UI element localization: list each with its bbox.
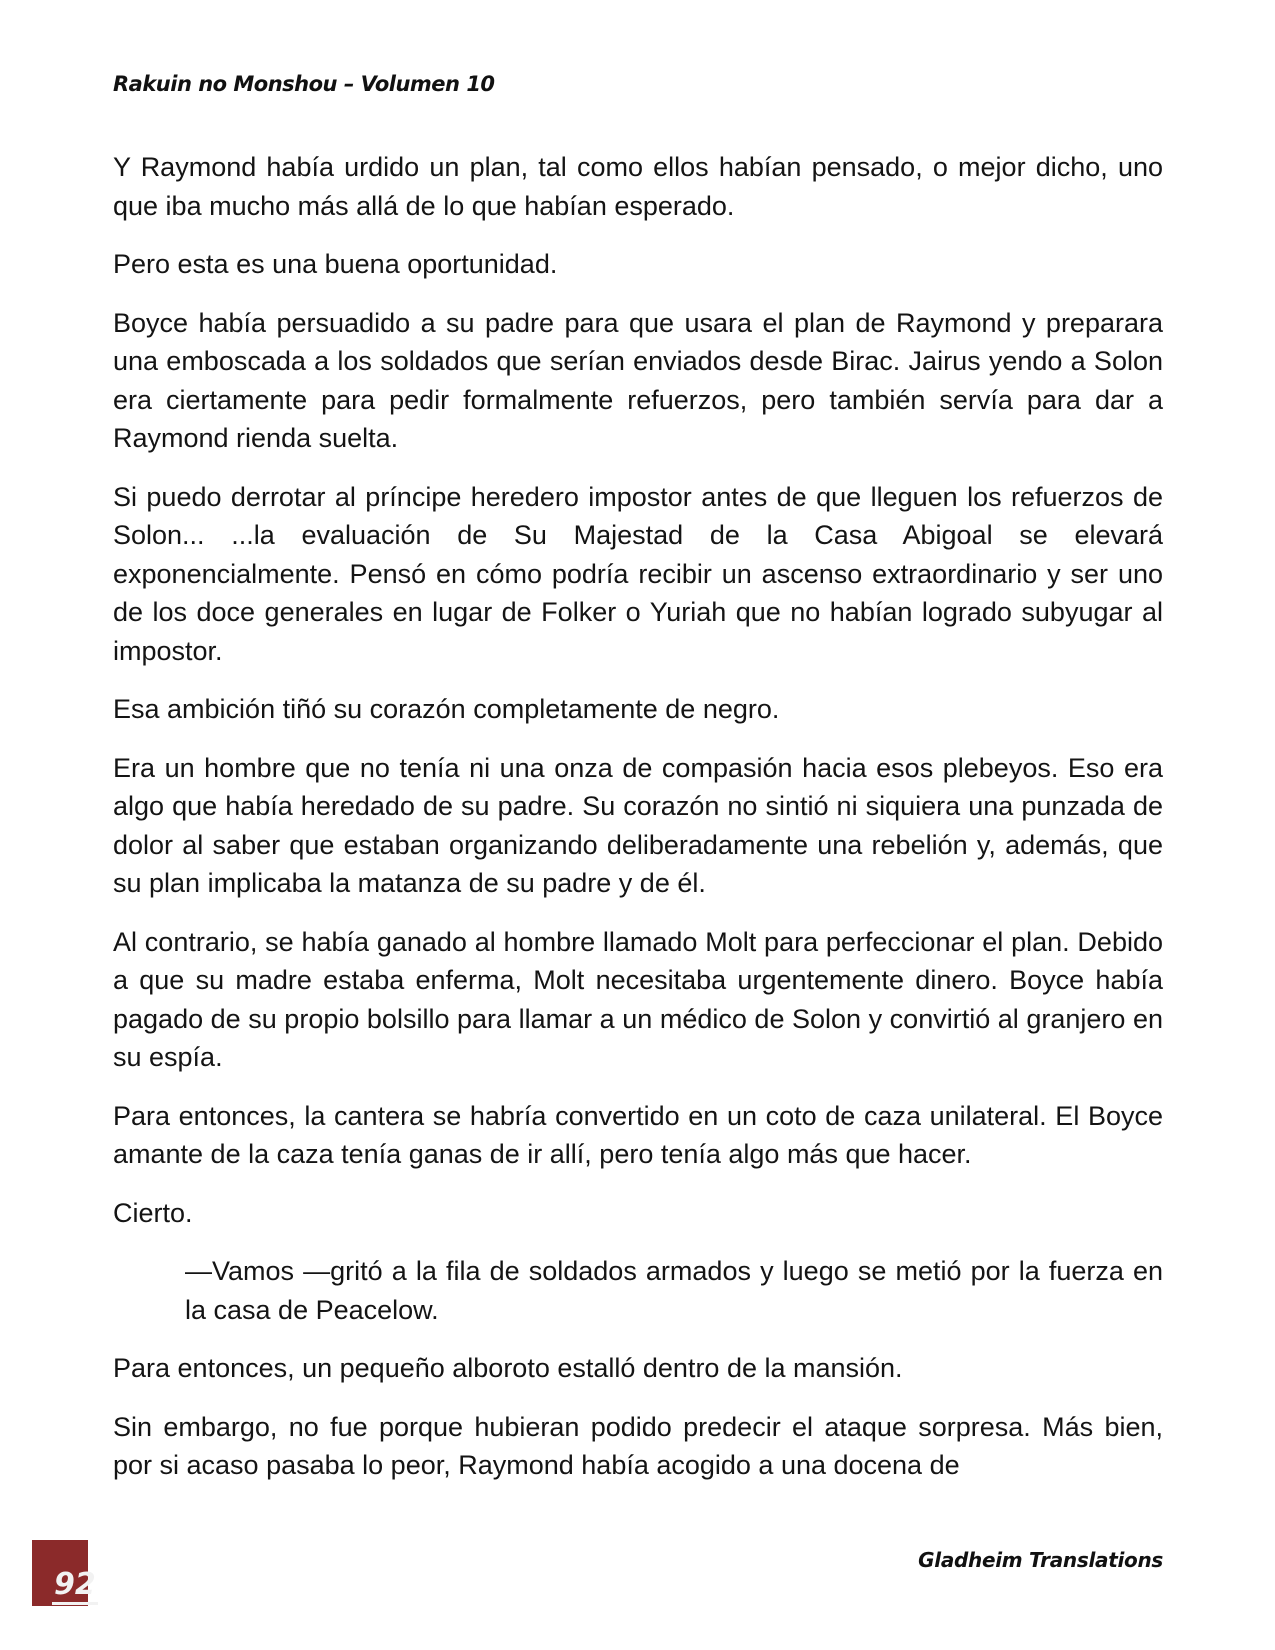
- paragraph: Si puedo derrotar al príncipe heredero impostor antes de que lleguen los refuerzos de Solon... ...la evaluación de Su Majestad de la Casa Abigoal se elevará exponencialmente. Pensó en cómo podría recibir un ascenso extraordinario y ser uno de los doce generales en lugar de Folker o Yuriah que no habían logrado subyugar al impostor.: [113, 481, 1163, 666]
- running-header-title: Rakuin no Monshou – Volumen 10: [113, 72, 495, 96]
- footer-credit: Gladheim Translations: [918, 1548, 1163, 1572]
- paragraph: Al contrario, se había ganado al hombre llamado Molt para perfeccionar el plan. Debido a que su madre estaba enferma, Molt necesitaba urgentemente dinero. Boyce había pagado de su propio bolsillo para llamar a un médico de Solon y convirtió al granjero en su espía.: [113, 926, 1163, 1072]
- paragraph: Para entonces, un pequeño alboroto estalló dentro de la mansión.: [113, 1353, 903, 1383]
- paragraph: Era un hombre que no tenía ni una onza de compasión hacia esos plebeyos. Eso era algo que había heredado de su padre. Su corazón no sintió ni siquiera una punzada de dolor al saber que estaban organizando deliberadamente una rebelión y, además, que su plan implicaba la matanza de su padre y de él.: [113, 752, 1163, 898]
- dialogue-paragraph: —Vamos —gritó a la fila de soldados armados y luego se metió por la fuerza en la casa de Peacelow.: [185, 1256, 1163, 1325]
- paragraph: Y Raymond había urdido un plan, tal como ellos habían pensado, o mejor dicho, uno que iba mucho más allá de lo que habían esperado.: [113, 152, 1163, 221]
- page-number: 92: [52, 1568, 98, 1605]
- paragraph: Sin embargo, no fue porque hubieran podido predecir el ataque sorpresa. Más bien, por si acaso pasaba lo peor, Raymond había acogido a una docena de: [113, 1411, 1163, 1480]
- paragraph: Esa ambición tiñó su corazón completamente de negro.: [113, 694, 780, 724]
- paragraph: Para entonces, la cantera se habría convertido en un coto de caza unilateral. El Boyce amante de la caza tenía ganas de ir allí, pero tenía algo más que hacer.: [113, 1100, 1163, 1169]
- paragraph: Cierto.: [113, 1197, 193, 1228]
- paragraph: Pero esta es una buena oportunidad.: [113, 249, 558, 279]
- paragraph: Boyce había persuadido a su padre para que usara el plan de Raymond y preparara una emboscada a los soldados que serían enviados desde Birac. Jairus yendo a Solon era ciertamente para pedir formalmente refuerzos, pero también servía para dar a Raymond rienda suelta.: [113, 307, 1163, 453]
- body-text: [113, 148, 1163, 1505]
